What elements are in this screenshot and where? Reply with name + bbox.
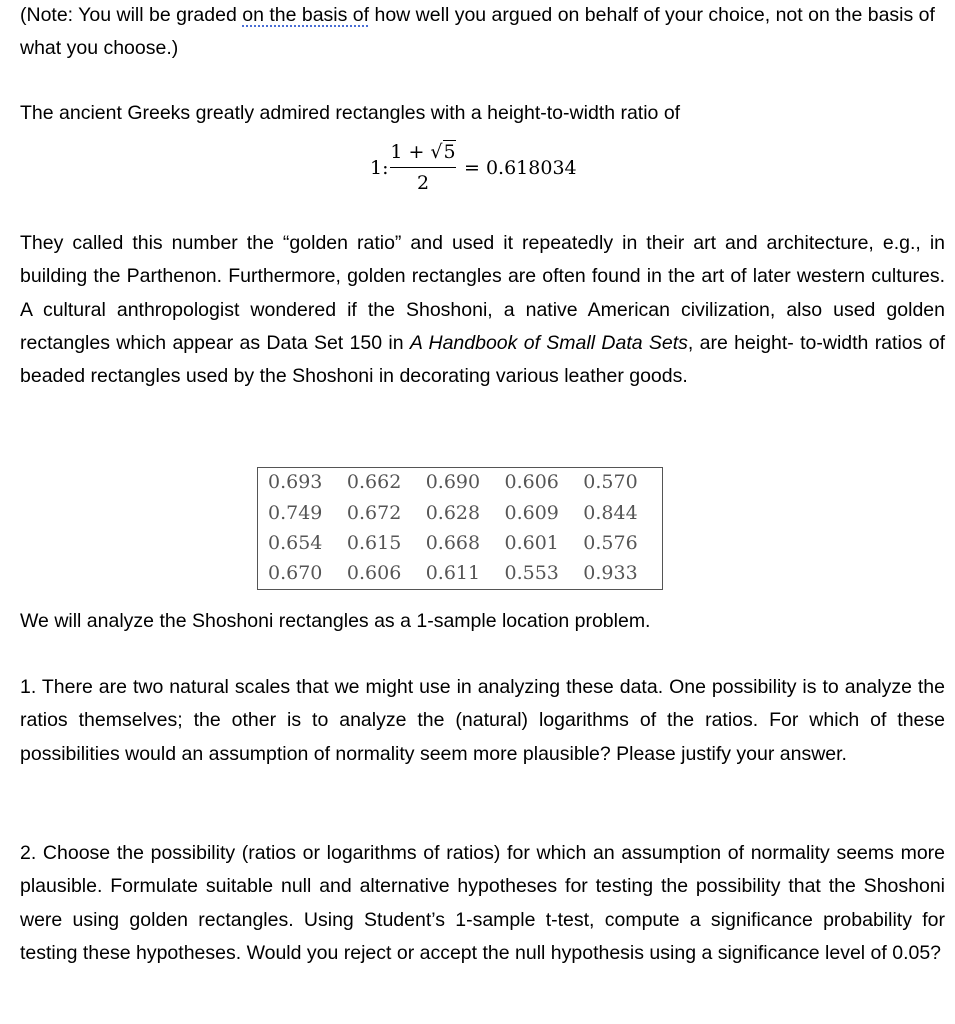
table-cell: 0.611 [425,562,481,585]
grading-note-underlined: on the basis of [242,4,370,26]
table-cell: 0.609 [504,501,559,524]
table-cell: 0.690 [425,471,481,494]
context-text-2: , are height- to-width ratios of beaded rectangles used by the Shoshoni in decorating various leather goods. [20,331,945,388]
formula-denominator: 2 [416,172,430,194]
formula-radicand: 5 [443,141,456,163]
analysis-statement: We will analyze the Shoshoni rectangles as a 1-sample location problem. [20,610,651,632]
grading-note-text-2: how well you argued on behalf of your choice, not on the basis of what you choose.) [20,4,935,60]
table-cell: 0.844 [583,501,638,524]
table-cell: 0.601 [504,531,559,554]
table-cell: 0.654 [268,531,323,554]
table-cell: 0.606 [346,562,402,585]
grading-note [20,0,945,66]
table-row [258,528,663,558]
fraction-bar [390,167,456,168]
table-cell: 0.576 [583,531,638,554]
context-text-1: They called this number the “golden ratio” and used it repeatedly in their art and architecture, e.g., in building the Parthenon. Furthermore, golden rectangles are often found in the art of later western cultures. A cultural anthropologist wondered if the Shoshoni, a native American civilization, also used golden rectangles which appear as Data Set 150 in [20,232,945,354]
table-cell: 0.933 [583,562,638,585]
question-1: 1. There are two natural scales that we might use in analyzing these data. One possibility is to analyze the ratios themselves; the other is to analyze the (natural) logarithms of the ratios. For which of these possibilities would an assumption of normality seem more plausible? Please justify your answer. [20,676,945,765]
formula-lead: 1: [370,157,389,179]
table-cell: 0.693 [268,471,323,494]
book-title: A Handbook of Small Data Sets [409,331,688,354]
table-cell: 0.668 [425,531,481,554]
grading-note-text-1: (Note: You will be graded [20,4,243,26]
table-row [258,498,663,528]
ratio-data-table [257,467,663,590]
formula-fraction [390,140,456,195]
formula-numerator-prefix: 1 + √ [390,141,443,163]
table-cell: 0.570 [583,471,638,494]
intro-text: The ancient Greeks greatly admired rectangles with a height-to-width ratio of [20,102,681,124]
question-2: 2. Choose the possibility (ratios or logarithms of ratios) for which an assumption of normality seems more plausible. Formulate suitable null and alternative hypotheses for testing the possibility that the Shoshoni were using golden rectangles. Using Student’s 1-sample t-test, compute a significance probability for testing these hypotheses. Would you reject or accept the null hypothesis using a significance level of 0.05? [20,842,945,964]
table-cell: 0.662 [346,471,402,494]
table-cell: 0.672 [346,501,402,524]
formula-numerator [390,140,456,164]
context-paragraph [20,227,945,393]
table-row [258,559,663,590]
table-row [258,468,663,499]
table-cell: 0.553 [504,562,559,585]
formula-result: = 0.618034 [464,157,577,179]
table-cell: 0.628 [425,501,481,524]
table-cell: 0.670 [268,562,323,585]
table-cell: 0.615 [346,531,402,554]
table-cell: 0.749 [268,501,323,524]
table-cell: 0.606 [504,471,559,494]
